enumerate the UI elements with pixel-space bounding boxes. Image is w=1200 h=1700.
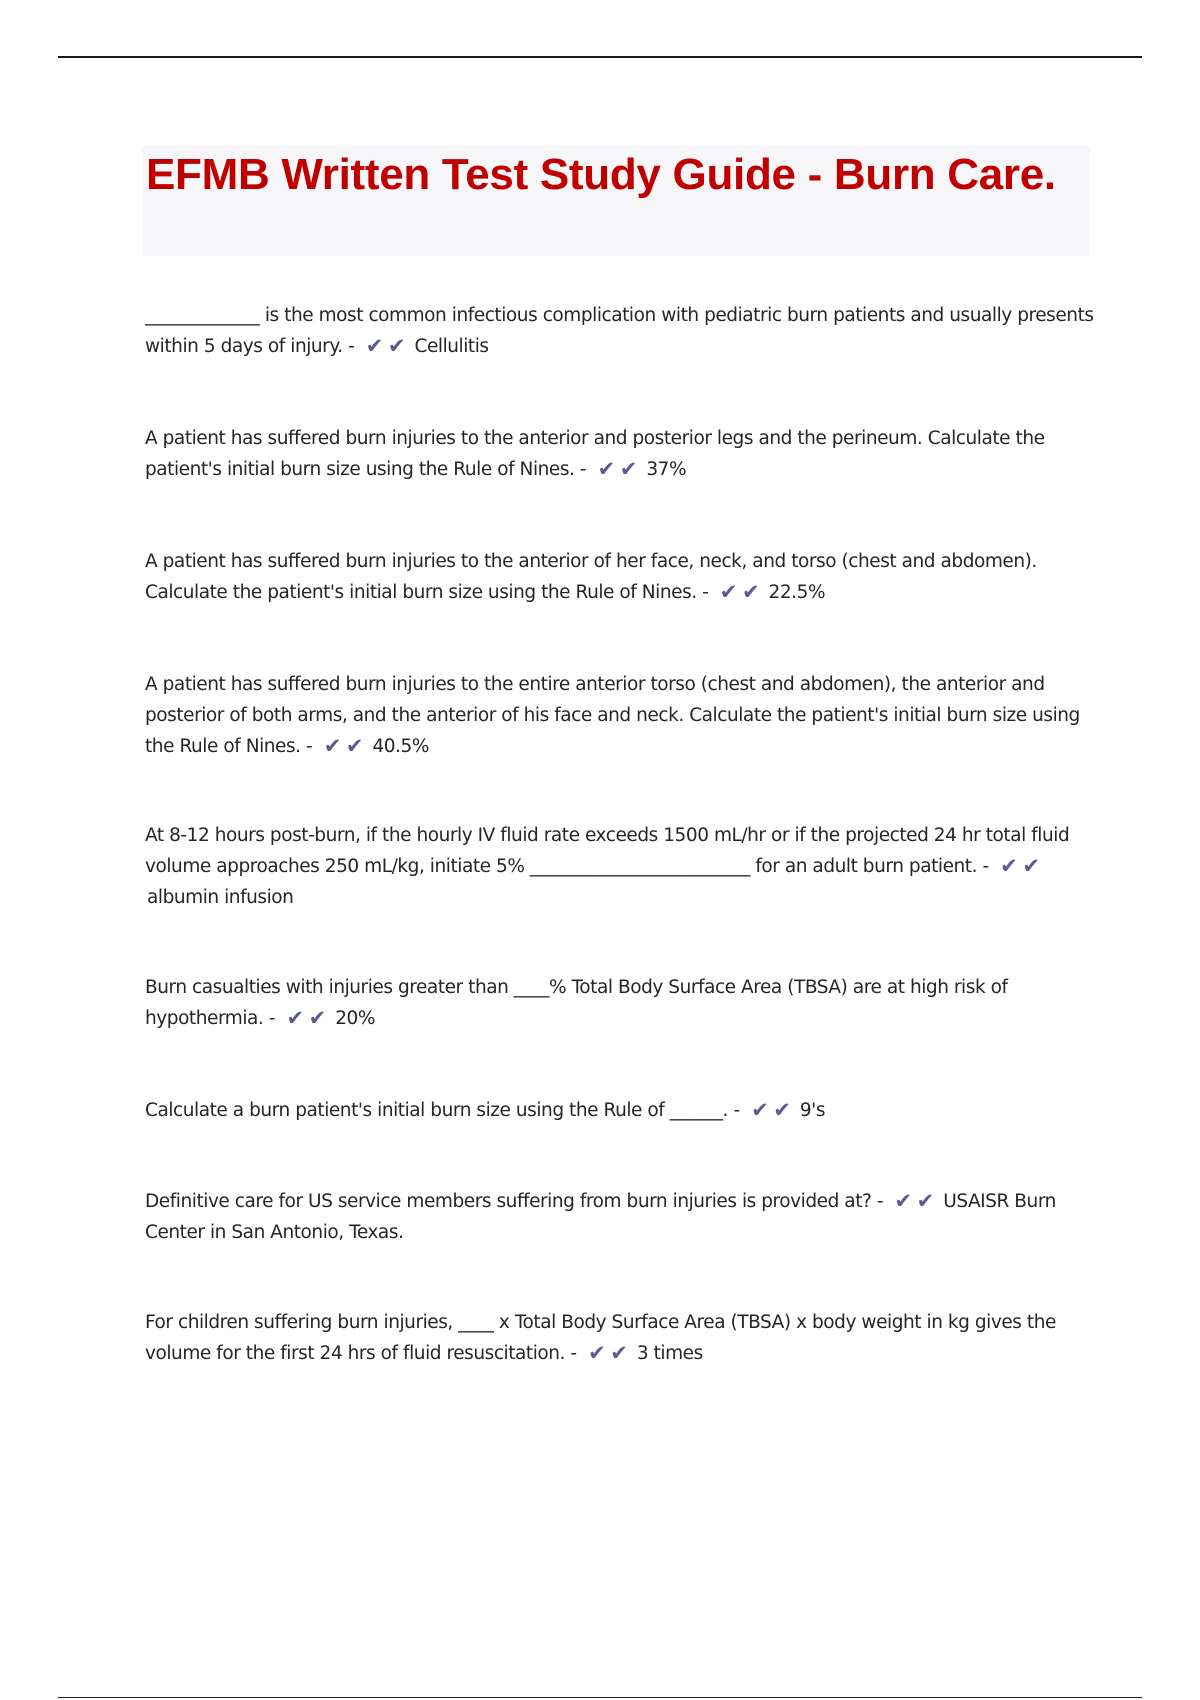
separator: - [702,582,709,603]
question-text: A patient has suffered burn injuries to the entire anterior torso (chest and abdomen), the anterior and posterior of both arms, and the anterior of his face and neck. Calculate the patient's initial burn size using the Rule of Nines. [145,674,1080,757]
question-text: A patient has suffered burn injuries to the anterior and posterior legs and the perineum. Calculate the patient's initial burn size using the Rule of Nines. [145,428,1045,480]
separator: - [268,1008,276,1029]
checkmark-icon: ✔ [773,1098,791,1122]
question-text: Burn casualties with injuries greater than ____% Total Body Surface Area (TBSA) are at high risk of hypothermia. [145,977,1008,1029]
separator: - [982,856,989,877]
checkmark-icon: ✔ [365,334,383,358]
answer-text: 3 times [636,1343,703,1364]
checkmark-icon: ✔ [387,334,406,358]
separator: - [570,1343,577,1364]
checkmark-icon: ✔ [308,1006,326,1030]
separator: - [579,459,587,480]
checkmark-icon: ✔ [597,457,615,481]
checkmark-icon: ✔ [610,1341,628,1365]
separator: - [348,336,355,357]
checkmark-icon: ✔ [1022,854,1040,878]
title-banner [142,146,1090,256]
qa-item [145,972,1100,1034]
qa-item [145,300,1100,362]
answer-text: Cellulitis [414,336,489,357]
checkmark-icon: ✔ [916,1189,934,1213]
question-text: Definitive care for US service members suffering from burn injuries is provided at? [145,1191,872,1212]
checkmark-icon: ✔ [345,734,364,758]
answer-text: USAISR Burn Center in San Antonio, Texas. [145,1191,1056,1243]
question-text: At 8-12 hours post-burn, if the hourly IV fluid rate exceeds 1500 mL/hr or if the projected 24 hr total fluid volume approaches 250 mL/kg, initiate 5% _________________________ for an adult burn patient. [145,825,1070,877]
checkmark-icon: ✔ [719,580,737,604]
qa-item [145,546,1100,608]
separator: - [306,736,313,757]
separator: - [876,1191,884,1212]
qa-item [145,1307,1100,1369]
answer-text: 40.5% [372,736,429,757]
answer-text: 9's [799,1100,826,1121]
checkmark-icon: ✔ [894,1189,912,1213]
qa-item [145,1186,1100,1248]
qa-item [145,669,1100,762]
checkmark-icon: ✔ [1000,854,1018,878]
checkmark-icon: ✔ [741,580,760,604]
checkmark-icon: ✔ [323,734,341,758]
checkmark-icon: ✔ [286,1006,304,1030]
checkmark-icon: ✔ [588,1341,606,1365]
separator: - [733,1100,740,1121]
question-text: _____________ is the most common infectious complication with pediatric burn patients and usually presents within 5 days of injury. [145,305,1094,357]
answer-text: 20% [335,1008,375,1029]
answer-text: 37% [646,459,687,480]
checkmark-icon: ✔ [619,457,637,481]
bottom-rule [58,1697,1142,1698]
question-text: Calculate a burn patient's initial burn size using the Rule of ______. [145,1100,728,1121]
qa-item [145,820,1100,913]
question-text: A patient has suffered burn injuries to the anterior of her face, neck, and torso (chest and abdomen). Calculate the patient's initial burn size using the Rule of Nines. [145,551,1037,603]
top-rule [58,56,1142,58]
answer-text: albumin infusion [147,887,294,908]
qa-item [145,1095,1100,1126]
question-text: For children suffering burn injuries, ____ x Total Body Surface Area (TBSA) x body weight in kg gives the volume for the first 24 hrs of fluid resuscitation. [145,1312,1056,1364]
qa-item [145,423,1100,485]
answer-text: 22.5% [768,582,826,603]
checkmark-icon: ✔ [751,1098,769,1122]
document-title: EFMB Written Test Study Guide - Burn Care. [146,150,1056,199]
